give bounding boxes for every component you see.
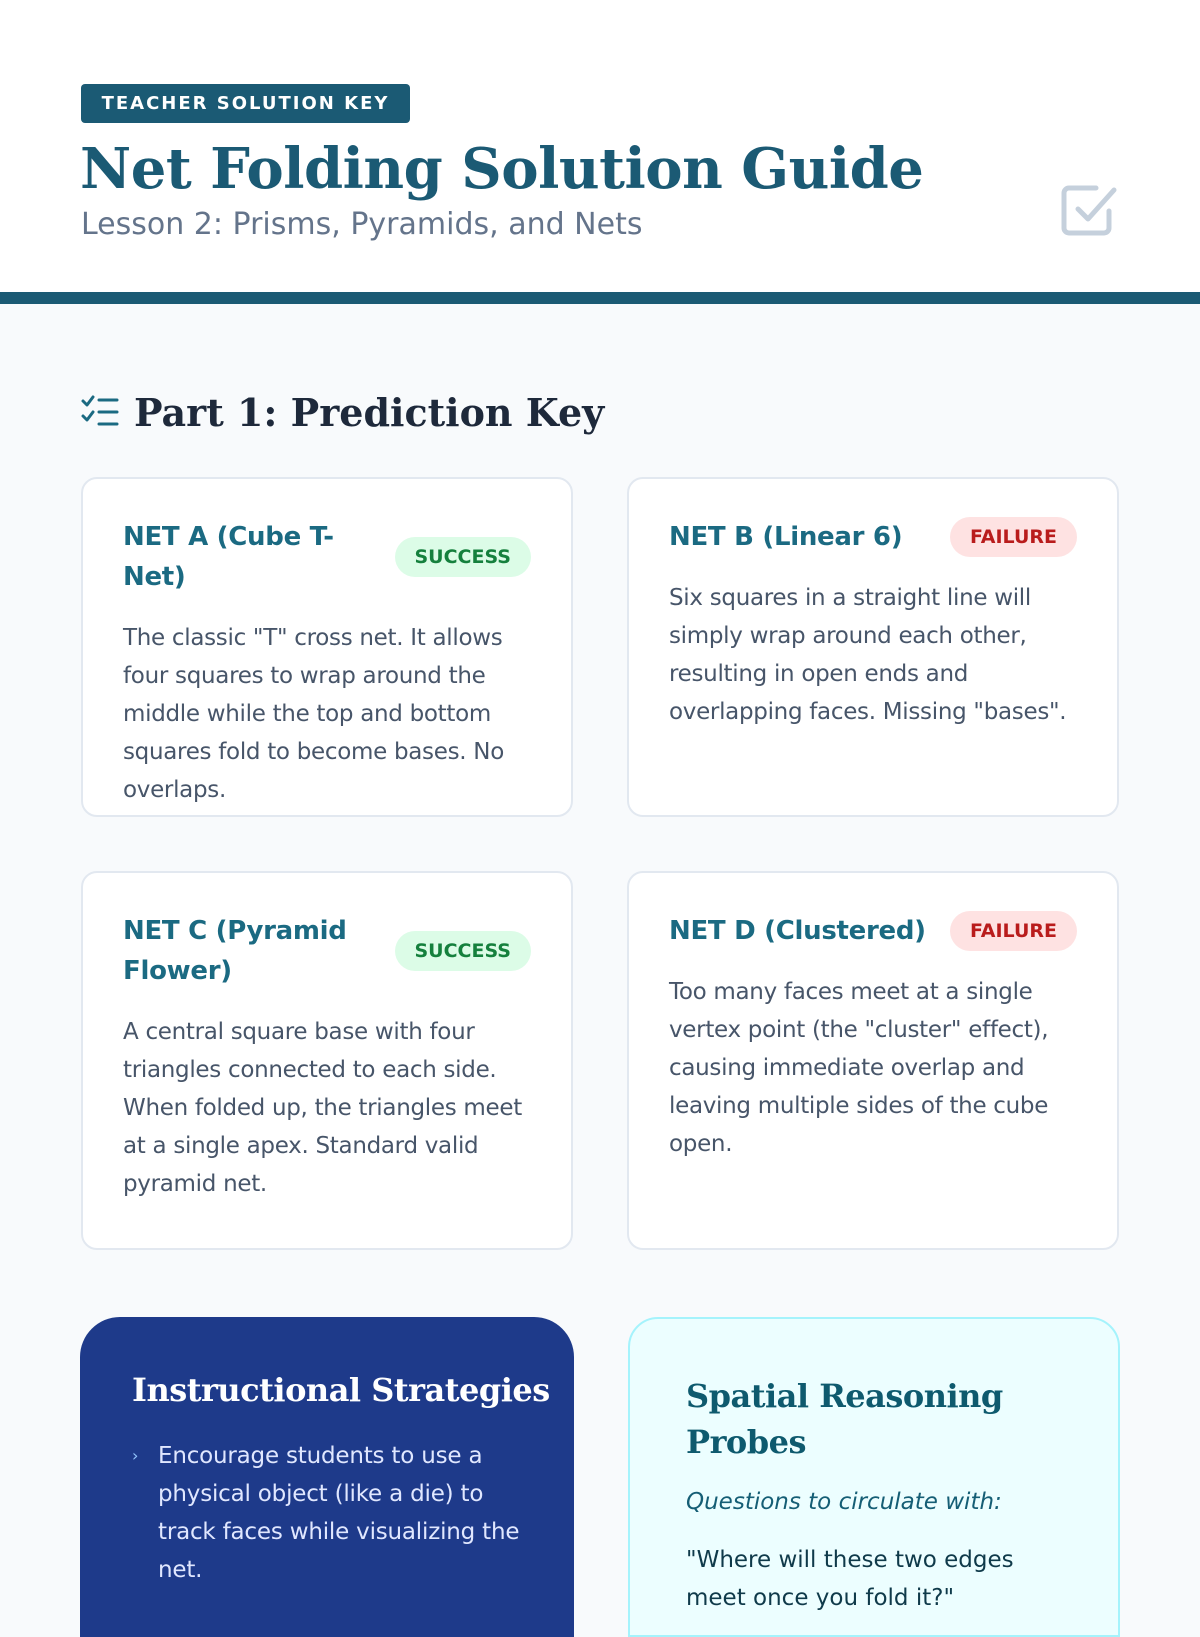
status-badge-success: SUCCESS	[395, 931, 532, 971]
status-badge-failure: FAILURE	[950, 517, 1077, 557]
page-header	[0, 0, 1200, 304]
net-card-description: Too many faces meet at a single vertex point (the "cluster" effect), causing immediate overlap and leaving multiple sides of the cube open.	[669, 979, 1049, 1157]
net-card-description: Six squares in a straight line will simply wrap around each other, resulting in open ends and overlapping faces. Missing "bases".	[669, 585, 1067, 725]
spatial-reasoning-panel	[628, 1317, 1120, 1637]
probes-title: Spatial Reasoning Probes	[686, 1377, 1003, 1461]
checkbox-icon	[1055, 178, 1119, 242]
checklist-icon	[80, 392, 120, 432]
net-card-title: NET C (Pyramid Flower)	[123, 916, 347, 986]
solution-key-badge: TEACHER SOLUTION KEY	[81, 84, 410, 123]
status-badge-success: SUCCESS	[395, 537, 532, 577]
status-badge-failure: FAILURE	[950, 911, 1077, 951]
net-card-d	[627, 871, 1119, 1250]
probes-intro: Questions to circulate with:	[686, 1489, 1002, 1515]
net-card-title: NET B (Linear 6)	[669, 522, 903, 552]
list-item	[132, 1437, 522, 1589]
net-card-description: The classic "T" cross net. It allows four squares to wrap around the middle while the top and bottom squares fold to become bases. No overlaps.	[123, 625, 504, 803]
strategy-text: Encourage students to use a physical object (like a die) to track faces while visualizing the net.	[158, 1443, 520, 1583]
net-card-description: A central square base with four triangles connected to each side. When folded up, the triangles meet at a single apex. Standard valid pyramid net.	[123, 1019, 522, 1197]
net-card-a	[81, 477, 573, 817]
part1-heading	[80, 384, 604, 440]
probe-question: "Where will these two edges meet once you fold it?"	[686, 1547, 1014, 1611]
strategies-list	[132, 1437, 522, 1589]
instructional-strategies-panel	[80, 1317, 574, 1637]
strategies-title: Instructional Strategies	[132, 1371, 550, 1409]
net-card-title: NET A (Cube T-Net)	[123, 522, 334, 592]
page-title: Net Folding Solution Guide	[80, 136, 924, 202]
net-card-c	[81, 871, 573, 1250]
chevron-right-icon: ›	[132, 1446, 139, 1465]
net-card-title: NET D (Clustered)	[669, 916, 926, 946]
section-title: Part 1: Prediction Key	[134, 389, 605, 435]
page-subtitle: Lesson 2: Prisms, Pyramids, and Nets	[81, 207, 643, 242]
net-card-b	[627, 477, 1119, 817]
